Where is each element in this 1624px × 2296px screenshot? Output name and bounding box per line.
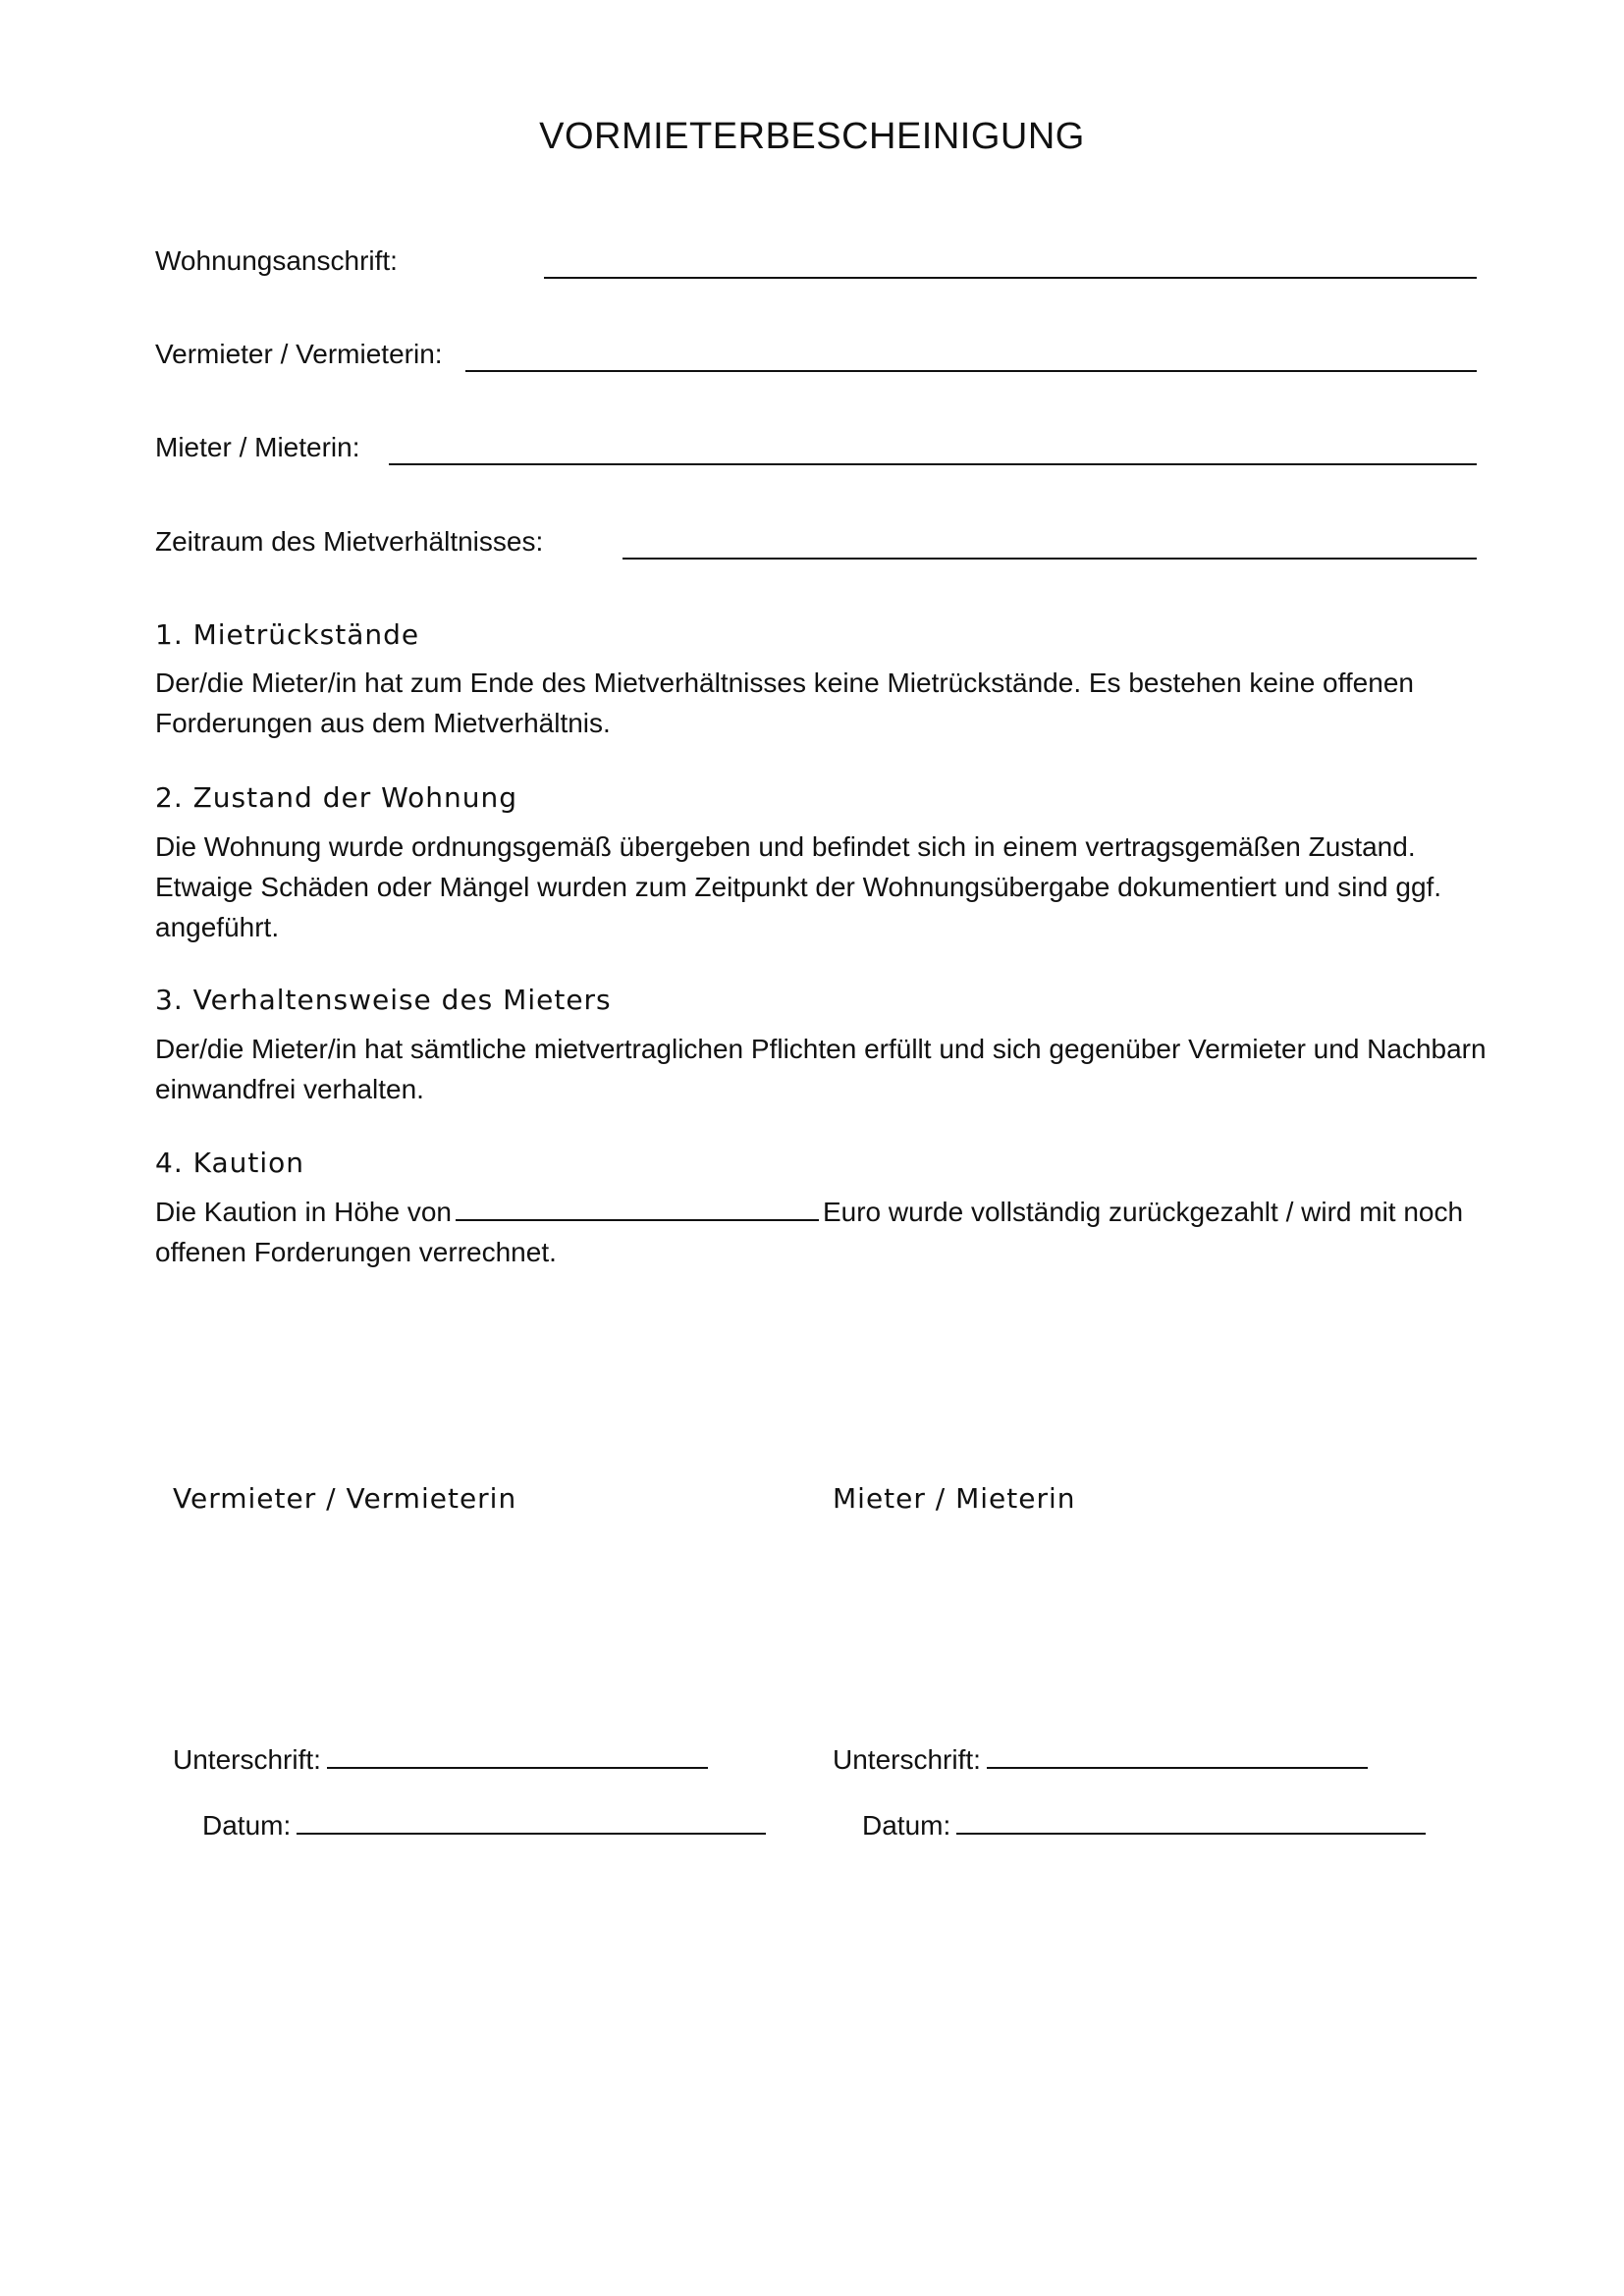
field-line-landlord[interactable] [465, 370, 1477, 372]
signature-label-tenant: Unterschrift: [833, 1744, 981, 1775]
field-label-rental-period: Zeitraum des Mietverhältnisses: [155, 526, 544, 557]
signature-label-landlord: Unterschrift: [173, 1744, 321, 1775]
date-label-landlord: Datum: [202, 1810, 292, 1841]
section-text-apartment-condition: Die Wohnung wurde ordnungsgemäß übergeben und befindet sich in einem vertragsgemäßen Zustand. Etwaige Schäden oder Mängel wurden zum Zeitpunkt der Wohnungsübergabe dokumentiert und sind ggf. angeführt. [155, 831, 1442, 942]
field-line-address[interactable] [544, 277, 1477, 279]
date-label-tenant: Datum: [862, 1810, 951, 1841]
field-label-landlord: Vermieter / Vermieterin: [155, 339, 443, 369]
signature-line-landlord[interactable] [327, 1743, 708, 1769]
field-label-tenant: Mieter / Mieterin: [155, 432, 360, 462]
signature-row-tenant [833, 1743, 1368, 1776]
signature-heading-landlord: Vermieter / Vermieterin [173, 1482, 517, 1515]
date-line-landlord[interactable] [297, 1809, 766, 1835]
section-text-tenant-conduct: Der/die Mieter/in hat sämtliche mietvertraglichen Pflichten erfüllt und sich gegenüber Vermieter und Nachbarn einwandfrei verhalten. [155, 1034, 1487, 1104]
section-text-deposit [155, 1192, 1490, 1272]
field-line-tenant[interactable] [389, 463, 1477, 465]
deposit-text-after: Euro wurde vollständig zurückgezahlt / wird mit noch offenen Forderungen verrechnet. [155, 1197, 1464, 1267]
section-heading-deposit: 4. Kaution [155, 1147, 305, 1179]
date-row-tenant [862, 1809, 1426, 1842]
section-heading-apartment-condition: 2. Zustand der Wohnung [155, 781, 518, 814]
field-label-address: Wohnungsanschrift: [155, 245, 398, 276]
section-heading-tenant-conduct: 3. Verhaltensweise des Mieters [155, 984, 612, 1016]
signature-heading-tenant: Mieter / Mieterin [833, 1482, 1076, 1515]
deposit-amount-blank[interactable] [456, 1196, 819, 1221]
deposit-text-before: Die Kaution in Höhe von [155, 1197, 452, 1227]
signature-row-landlord [173, 1743, 708, 1776]
section-heading-rent-arrears: 1. Mietrückstände [155, 618, 420, 651]
signature-line-tenant[interactable] [987, 1743, 1368, 1769]
date-line-tenant[interactable] [956, 1809, 1426, 1835]
date-row-landlord [202, 1809, 766, 1842]
document-title: VORMIETERBESCHEINIGUNG [539, 116, 1085, 157]
field-line-rental-period[interactable] [623, 558, 1477, 560]
section-text-rent-arrears: Der/die Mieter/in hat zum Ende des Mietverhältnisses keine Mietrückstände. Es bestehen keine offenen Forderungen aus dem Mietverhältnis. [155, 667, 1414, 738]
